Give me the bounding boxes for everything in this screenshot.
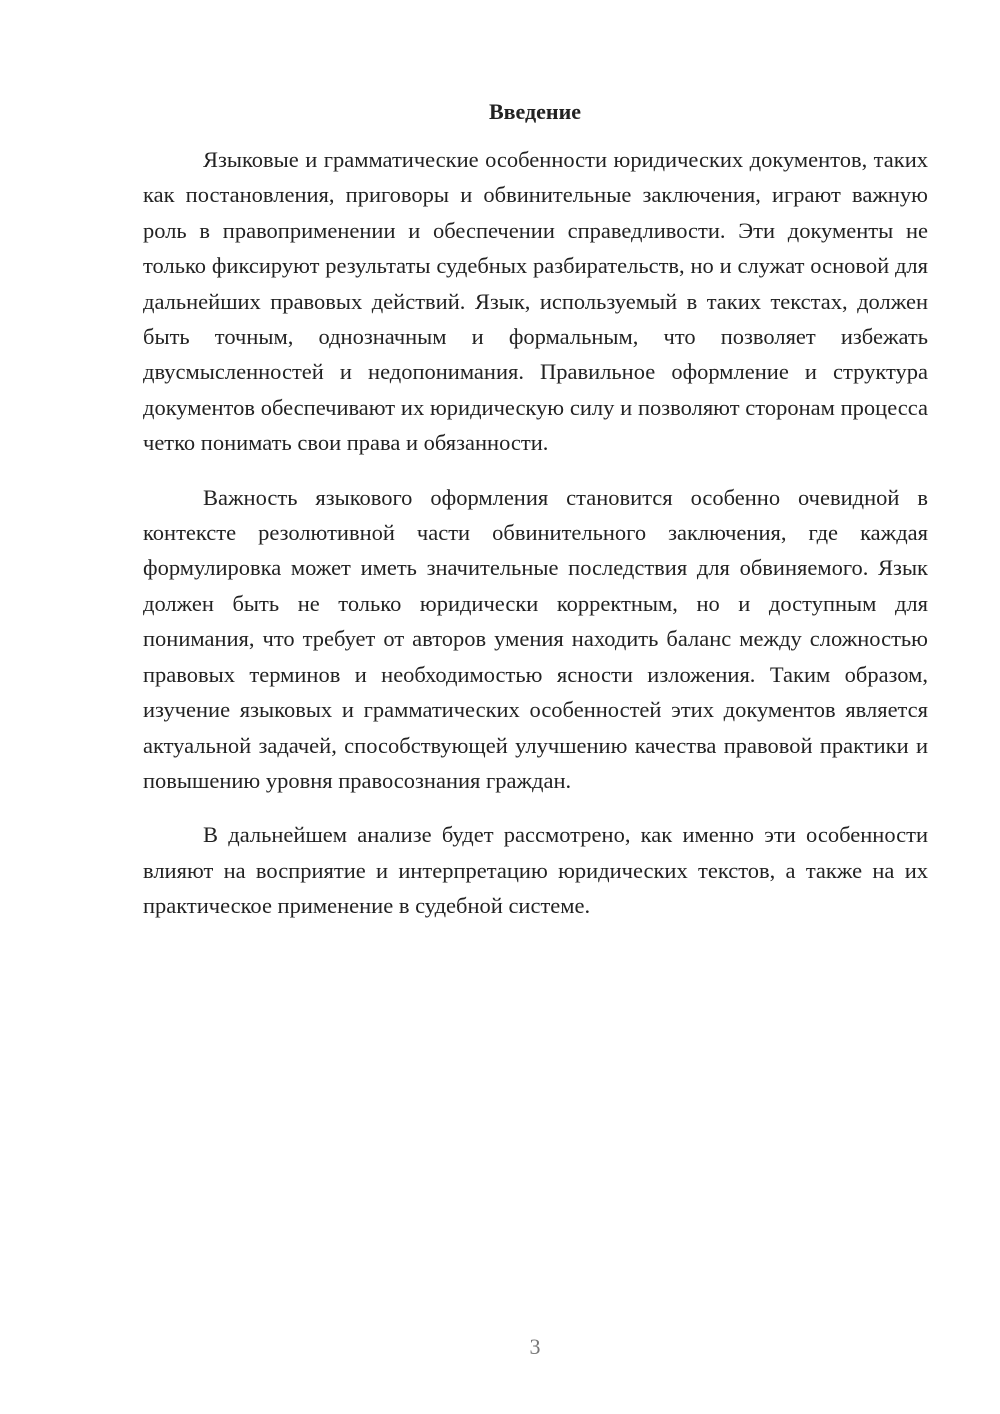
paragraph-2: Важность языкового оформления становится особенно очевидной в контексте резолютивной части обвинительного заключения, где каждая формулировка может иметь значительные последствия для обвиняемого. Язык должен быть не только юридически корректным, но и доступным для понимания, что требует от авторов умения находить баланс между сложностью правовых терминов и необходимостью ясности изложения. Таким образом, изучение языковых и грамматических особенностей этих документов является актуальной задачей, способствующей улучшению качества правовой практики и повышению уровня правосознания граждан. — [143, 484, 928, 793]
paragraph-1: Языковые и грамматические особенности юридических документов, таких как постановления, приговоры и обвинительные заключения, играют важную роль в правоприменении и обеспечении справедливости. Эти документы не только фиксируют результаты судебных разбирательств, но и служат основой для дальнейших правовых действий. Язык, используемый в таких текстах, должен быть точным, однозначным и формальным, что позволяет избежать двусмысленностей и недопонимания. Правильное оформление и структура документов обеспечивают их юридическую силу и позволяют сторонам процесса четко понимать свои права и обязанности. — [143, 147, 928, 456]
body-text — [143, 142, 928, 943]
paragraph-3: В дальнейшем анализе будет рассмотрено, как именно эти особенности влияют на восприятие и интерпретацию юридических текстов, а также на их практическое применение в судебной системе. — [143, 822, 928, 919]
page-number: 3 — [529, 1334, 541, 1359]
page-title: Введение — [488, 99, 582, 124]
